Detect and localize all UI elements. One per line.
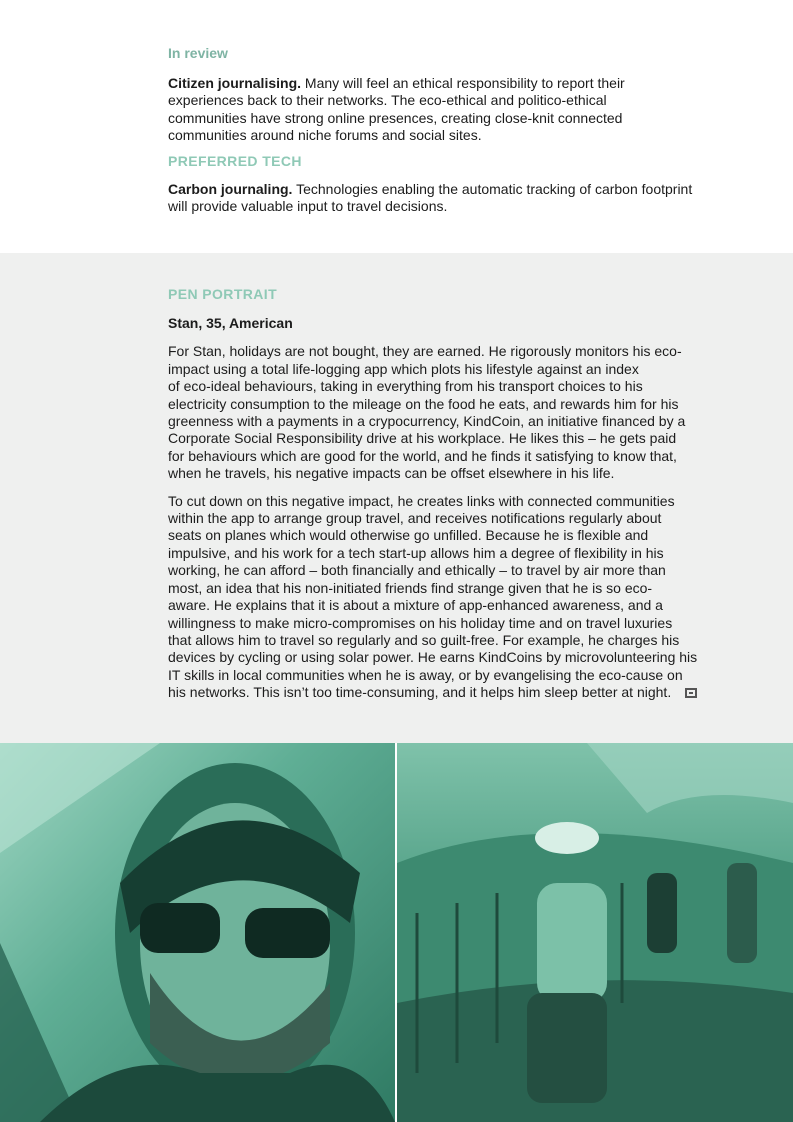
text-line: of eco-ideal behaviours, taking in everything from his transport choices to his xyxy=(168,378,643,395)
paragraph-2 xyxy=(168,493,758,702)
text-line: seats on planes which would otherwise go unfilled. Because he is flexible and xyxy=(168,527,649,544)
text-line: impact using a total life-logging app which plots his lifestyle against an index xyxy=(168,360,639,377)
in-review-block xyxy=(168,45,758,215)
preferred-tech-text xyxy=(168,181,758,216)
man-with-sunglasses-image xyxy=(0,743,395,1122)
text-line: greenness with a payments in a crypocurrency, KindCoin, an initiative financed by a xyxy=(168,413,686,430)
lead-text: Citizen journalising. xyxy=(168,75,302,91)
end-mark-icon xyxy=(685,688,697,698)
pen-portrait-block xyxy=(168,286,758,702)
text-line: devices by cycling or using solar power. He earns KindCoins by microvolunteering his xyxy=(168,649,698,666)
text-line: impulsive, and his work for a tech start-up allows him a degree of flexibility in his xyxy=(168,544,664,561)
text-line: Corporate Social Responsibility drive at his workplace. He likes this – he gets paid xyxy=(168,430,677,447)
text-line: that allows him to travel so regularly and so guilt-free. For example, he charges his xyxy=(168,631,680,648)
text-line: To cut down on this negative impact, he creates links with connected communities xyxy=(168,492,675,509)
text-line: willingness to make micro-compromises on his holiday time and on travel luxuries xyxy=(168,614,673,631)
text-line: aware. He explains that it is about a mixture of app-enhanced awareness, and a xyxy=(168,597,663,614)
text-line: when he travels, his negative impacts can be offset elsewhere in his life. xyxy=(168,465,615,482)
text-line: for behaviours which are good for the world, and he finds it satisfying to know that, xyxy=(168,447,677,464)
text-line: experiences back to their networks. The eco-ethical and politico-ethical xyxy=(168,92,607,109)
text-line: For Stan, holidays are not bought, they are earned. He rigorously monitors his eco- xyxy=(168,343,682,360)
text-line: his networks. This isn’t too time-consuming, and it helps him sleep better at night. xyxy=(168,684,758,701)
vineyard-workers-image xyxy=(397,743,793,1122)
vineyard-photo xyxy=(397,743,793,1122)
in-review-text xyxy=(168,75,758,145)
in-review-heading: In review xyxy=(168,45,228,61)
paragraph-1 xyxy=(168,343,758,482)
text-line: Many will feel an ethical responsibility to report their xyxy=(301,75,625,91)
text-line: within the app to arrange group travel, and receives notifications regularly about xyxy=(168,510,662,527)
text-line: will provide valuable input to travel decisions. xyxy=(168,198,448,215)
text-line: communities have strong online presences, creating close-knit connected xyxy=(168,109,623,126)
text-line: Technologies enabling the automatic tracking of carbon footprint xyxy=(292,180,693,197)
text-line: electricity consumption to the mileage on the food he eats, and rewards him for his xyxy=(168,395,679,412)
text-line: communities around niche forums and social sites. xyxy=(168,127,482,144)
text-line: most, an idea that his non-initiated friends find strange given that he is so eco- xyxy=(168,579,653,596)
portrait-photo xyxy=(0,743,395,1122)
text-line: IT skills in local communities when he is away, or by evangelising the eco-cause on xyxy=(168,666,683,683)
preferred-tech-heading: PREFERRED TECH xyxy=(168,152,302,169)
pen-portrait-heading: PEN PORTRAIT xyxy=(168,286,278,302)
lead-text: Carbon journaling. xyxy=(168,180,293,197)
subject-name: Stan, 35, American xyxy=(168,315,293,331)
photo-strip xyxy=(0,743,793,1122)
text-line: working, he can afford – both financially and ethically – to travel by air more than xyxy=(168,562,666,579)
